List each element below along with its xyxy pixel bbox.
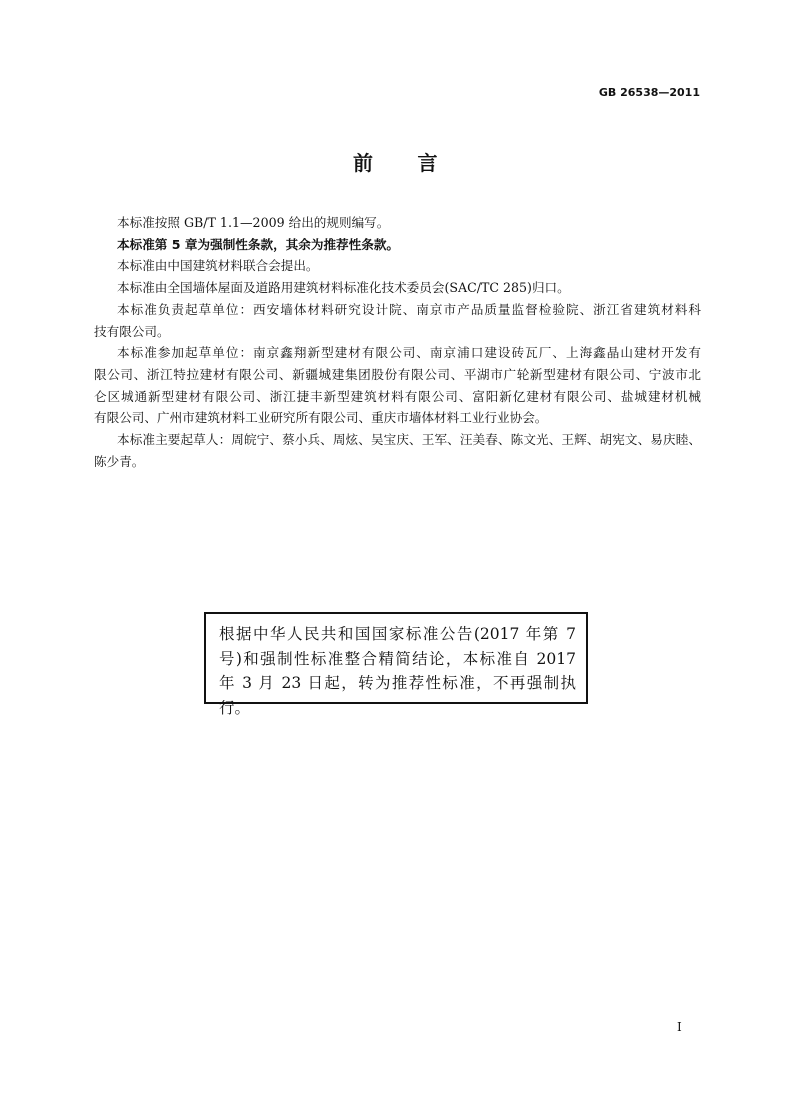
text-line: 本标准由全国墙体屋面及道路用建筑材料标准化技术委员会(SAC/TC 285)归口。 <box>117 280 570 296</box>
text-line: 有限公司、广州市建筑材料工业研究所有限公司、重庆市墙体材料工业行业协会。 <box>94 410 548 426</box>
text-line: 本标准第 5 章为强制性条款，其余为推荐性条款。 <box>117 236 400 252</box>
paragraph-lead-drafting-units <box>94 299 701 342</box>
text-line: 限公司、浙江特拉建材有限公司、新疆城建集团股份有限公司、平湖市广轮新型建材有限公司、宁波市北 <box>94 366 701 382</box>
notice-line: 根据中华人民共和国国家标准公告(2017 年第 7 <box>219 625 576 643</box>
paragraph-participating-drafting-units <box>94 342 701 429</box>
paragraph-main-drafters <box>94 429 701 472</box>
text-line: 本标准主要起草人：周皖宁、蔡小兵、周炫、吴宝庆、王军、汪美春、陈文光、王辉、胡宪文、易庆睦、 <box>117 432 701 448</box>
paragraph-drafting-rules <box>94 212 701 234</box>
text-line: 本标准参加起草单位：南京鑫翔新型建材有限公司、南京浦口建设砖瓦厂、上海鑫晶山建材开发有 <box>117 345 701 361</box>
notice-line: 年 3 月 23 日起，转为推荐性标准，不再强制执行。 <box>219 674 576 717</box>
page-number: I <box>677 1020 682 1034</box>
text-line: 本标准按照 GB/T 1.1—2009 给出的规则编写。 <box>117 215 390 230</box>
notice-line: 号)和强制性标准整合精简结论，本标准自 2017 <box>219 649 576 668</box>
foreword-title: 前 言 <box>353 151 439 175</box>
status-notice-box <box>204 612 588 717</box>
standard-number: GB 26538—2011 <box>598 86 700 99</box>
paragraph-mandatory-clause <box>94 234 701 256</box>
text-line: 本标准由中国建筑材料联合会提出。 <box>117 258 319 274</box>
text-line: 陈少青。 <box>94 453 145 469</box>
paragraph-technical-committee <box>94 277 701 299</box>
text-line: 技有限公司。 <box>94 323 170 339</box>
text-line: 本标准负责起草单位：西安墙体材料研究设计院、南京市产品质量监督检验院、浙江省建筑材料科 <box>117 301 701 317</box>
paragraph-proposer <box>94 255 701 277</box>
text-line: 仑区城通新型建材有限公司、浙江捷丰新型建筑材料有限公司、富阳新亿建材有限公司、盐城建材机械 <box>94 388 701 404</box>
foreword-body <box>94 212 701 472</box>
